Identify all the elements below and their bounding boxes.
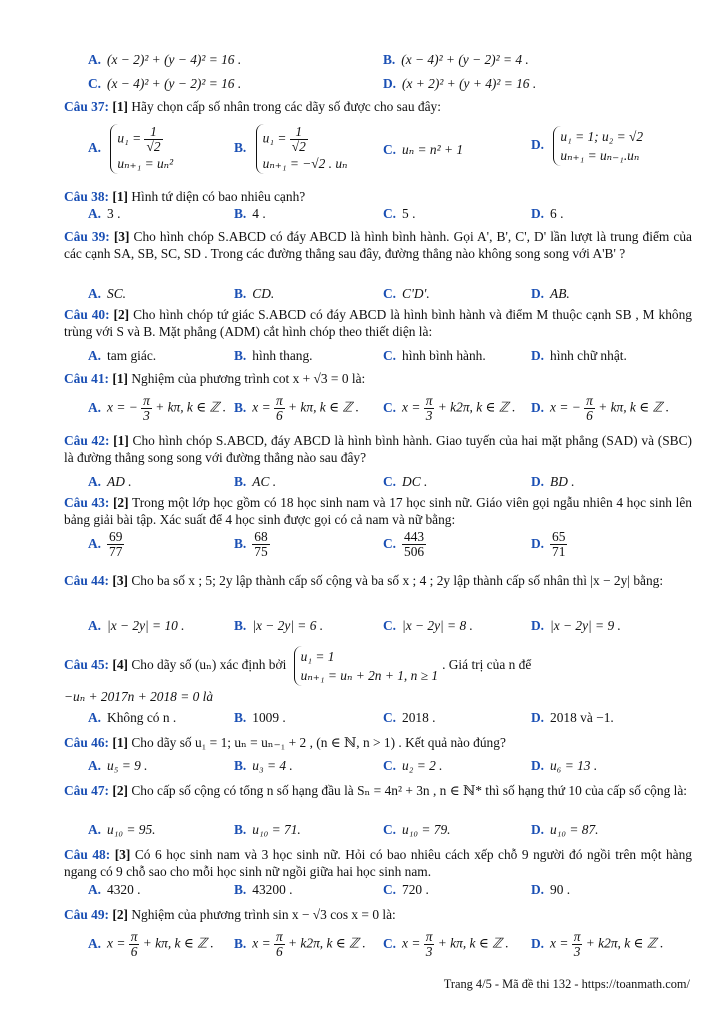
q36-option-d: (x + 2)² + (y + 4)² = 16 .	[402, 76, 537, 91]
q36-option-a: (x − 2)² + (y − 4)² = 16 .	[107, 52, 242, 67]
question-48: Câu 48: [3] Có 6 học sinh nam và 3 học sinh nữ. Hỏi có bao nhiêu cách xếp chỗ 9 người đó ngồi trên một hàng ngang có 9 chỗ sao cho mỗi học sinh nữ ngồi giữa hai học sinh nam.	[64, 847, 692, 879]
question-42: Câu 42: [1] Cho hình chóp S.ABCD, đáy ABCD là hình bình hành. Giao tuyến của hai mặt phẳng (SAD) và (SBC) là đường thẳng song song với đường thẳng nào sau đây?	[64, 433, 692, 465]
question-47: Câu 47: [2] Cho cấp số cộng có tổng n số hạng đầu là Sₙ = 4n² + 3n , n ∈ ℕ* thì số hạng thứ 10 của cấp số cộng là:	[64, 783, 688, 798]
question-45: Câu 45: [4] Cho dãy số (uₙ) xác định bởi u₁ = 1 uₙ₊₁ = uₙ + 2n + 1, n ≥ 1. Giá trị của n để −uₙ + 2017n + 2018 = 0 là	[64, 646, 692, 705]
q36-option-c: (x − 4)² + (y − 2)² = 16 .	[107, 76, 242, 91]
question-49: Câu 49: [2] Nghiệm của phương trình sin x − √3 cos x = 0 là:	[64, 907, 396, 922]
q36-option-b: (x − 4)² + (y − 2)² = 4 .	[401, 52, 529, 67]
q37-option-d: u₁ = 1; u₂ = √2 uₙ₊₁ = uₙ₋₁.uₙ	[553, 126, 643, 166]
page-footer: Trang 4/5 - Mã đề thi 132 - https://toanmath.com/	[443, 977, 690, 991]
q37-text: Hãy chọn cấp số nhân trong các dãy số được cho sau đây:	[131, 99, 441, 114]
question-38: Câu 38: [1] Hình tứ diện có bao nhiêu cạnh?	[64, 189, 306, 204]
exam-page: A. (x − 2)² + (y − 4)² = 16 . B. (x − 4)² + (y − 2)² = 4 . C. (x − 4)² + (y − 2)² = 16 . D. (x + 2)² + (y + 4)² = 16 . Câu 37: [1] Hãy chọn cấp số nhân trong các dãy số được cho sau đây: A. u₁ = $\frac{1}{√2}$ uₙ₊₁ = uₙ² B. u₁ = $\frac{1}{√2}$ uₙ₊₁ = −√2 . uₙ C. uₙ = n² + 1 D. u₁ = 1; u₂ = √2 uₙ₊₁ = uₙ₋₁.uₙ Câu 38: [1] Hình tứ diện có bao nhiêu cạnh? A. 3 . B. 4 . C. 5 . D. 6 . Câu 39: [3] Cho hình chóp S.ABCD có đáy ABCD là hình bình hành. Gọi A', B', C', D' lần lượt là trung điểm của các cạnh SA, SB, SC, SD . Trong các đường thẳng sau đây, đường thẳng nào không song song với A'B' ? A. SC. B. CD. C. C'D'. D. AB. Câu 40: [2] Cho hình chóp tứ giác S.ABCD có đáy ABCD là hình bình hành và điểm M thuộc cạnh SB , M không trùng với S và B. Mặt phẳng (ADM) cắt hình chóp theo thiết diện là: A. tam giác. B. hình thang. C. hình bình hành. D. hình chữ nhật. Câu 41: [1] Nghiệm của phương trình cot x + √3 = 0 là: A. x = − $\frac{\pi}{3}$ + kπ, k ∈ ℤ . B. x = $\frac{\pi}{6}$ + kπ, k ∈ ℤ . C. x = $\frac{\pi}{3}$ + k2π, k ∈ ℤ . D. x = − $\frac{\pi}{6}$ + kπ, k ∈ ℤ . Câu 42: [1] Cho hình chóp S.ABCD, đáy ABCD là hình bình hành. Giao tuyến của hai mặt phẳng (SAD) và (SBC) là đường thẳng song song với đường thẳng nào sau đây? A. AD . B. AC . C. DC . D. BD . Câu 43: [2] Trong một lớp học gồm có 18 học sinh nam và 17 học sinh nữ. Giáo viên gọi ngẫu nhiên 4 học sinh lên bảng giải bài tập. Xác suất để 4 học sinh được gọi có cả nam và nữ bằng: A. $\frac{69}{77}$ B. $\frac{68}{75}$ C. $\frac{443}{506}$ D. $\frac{65}{71}$ Câu 44: [3] Cho ba số x ; 5; 2y lập thành cấp số cộng và ba số x ; 4 ; 2y lập thành cấp số nhân thì |x − 2y| bằng: A. |x − 2y| = 10 . B. |x − 2y| = 6 . C. |x − 2y| = 8 . D. |x − 2y| = 9 . Câu 45: [4] Cho dãy số (uₙ) xác định bởi u₁ = 1 uₙ₊₁ = uₙ + 2n + 1, n ≥ 1. Giá trị của n để −uₙ + 2017n + 2018 = 0 là A. Không có n . B. 1009 . C. 2018 . D. 2018 và −1. Câu 46: [1] Cho dãy số u₁ = 1; uₙ = uₙ₋₁ + 2 , (n ∈ ℕ, n > 1) . Kết quả nào đúng? A. u₅ = 9 . B. u₃ = 4 . C. u₂ = 2 . D. u₆ = 13 . Câu 47: [2] Cho cấp số cộng có tổng n số hạng đầu là Sₙ = 4n² + 3n , n ∈ ℕ* thì số hạng thứ 10 của cấp số cộng là: A. u₁₀ = 95. B. u₁₀ = 71. C. u₁₀ = 79. D. u₁₀ = 87. Câu 48: [3] Có 6 học sinh nam và 3 học sinh nữ. Hỏi có bao nhiêu cách xếp chỗ 9 người đó ngồi trên một hàng ngang có 9 chỗ sao cho mỗi học sinh nữ ngồi giữa hai học sinh nam. A. 4320 . B. 43200 . C. 720 . D. 90 . Câu 49: [2] Nghiệm của phương trình sin x − √3 cos x = 0 là: A. x = $\frac{\pi}{6}$ + kπ, k ∈ ℤ . B. x = $\frac{\pi}{6}$ + k2π, k ∈ ℤ . C. x = $\frac{\pi}{3}$ + kπ, k ∈ ℤ . D. x = $\frac{\pi}{3}$ + k2π, k ∈ ℤ .	[64, 52, 692, 959]
question-43: Câu 43: [2] Trong một lớp học gồm có 18 học sinh nam và 17 học sinh nữ. Giáo viên gọi ngẫu nhiên 4 học sinh lên bảng giải bài tập. Xác suất để 4 học sinh được gọi có cả nam và nữ bằng:	[64, 495, 692, 527]
question-39: Câu 39: [3] Cho hình chóp S.ABCD có đáy ABCD là hình bình hành. Gọi A', B', C', D' lần lượt là trung điểm của các cạnh SA, SB, SC, SD . Trong các đường thẳng sau đây, đường thẳng nào không song song với A'B' ?	[64, 229, 692, 261]
question-44: Câu 44: [3] Cho ba số x ; 5; 2y lập thành cấp số cộng và ba số x ; 4 ; 2y lập thành cấp số nhân thì |x − 2y| bằng:	[64, 573, 664, 588]
q45-recurrence: u₁ = 1 uₙ₊₁ = uₙ + 2n + 1, n ≥ 1	[294, 646, 438, 686]
question-40: Câu 40: [2] Cho hình chóp tứ giác S.ABCD có đáy ABCD là hình bình hành và điểm M thuộc cạnh SB , M không trùng với S và B. Mặt phẳng (ADM) cắt hình chóp theo thiết diện là:	[64, 307, 692, 339]
q37-option-a: u₁ = $\frac{1}{√2}$ uₙ₊₁ = uₙ²	[110, 124, 173, 174]
question-37: Câu 37: [1] Hãy chọn cấp số nhân trong các dãy số được cho sau đây:	[64, 99, 441, 114]
q37-option-c: uₙ = n² + 1	[402, 142, 464, 157]
question-41: Câu 41: [1] Nghiệm của phương trình cot x + √3 = 0 là:	[64, 371, 366, 386]
q37-option-b: u₁ = $\frac{1}{√2}$ uₙ₊₁ = −√2 . uₙ	[256, 124, 348, 174]
question-46: Câu 46: [1] Cho dãy số u₁ = 1; uₙ = uₙ₋₁ + 2 , (n ∈ ℕ, n > 1) . Kết quả nào đúng?	[64, 735, 506, 750]
